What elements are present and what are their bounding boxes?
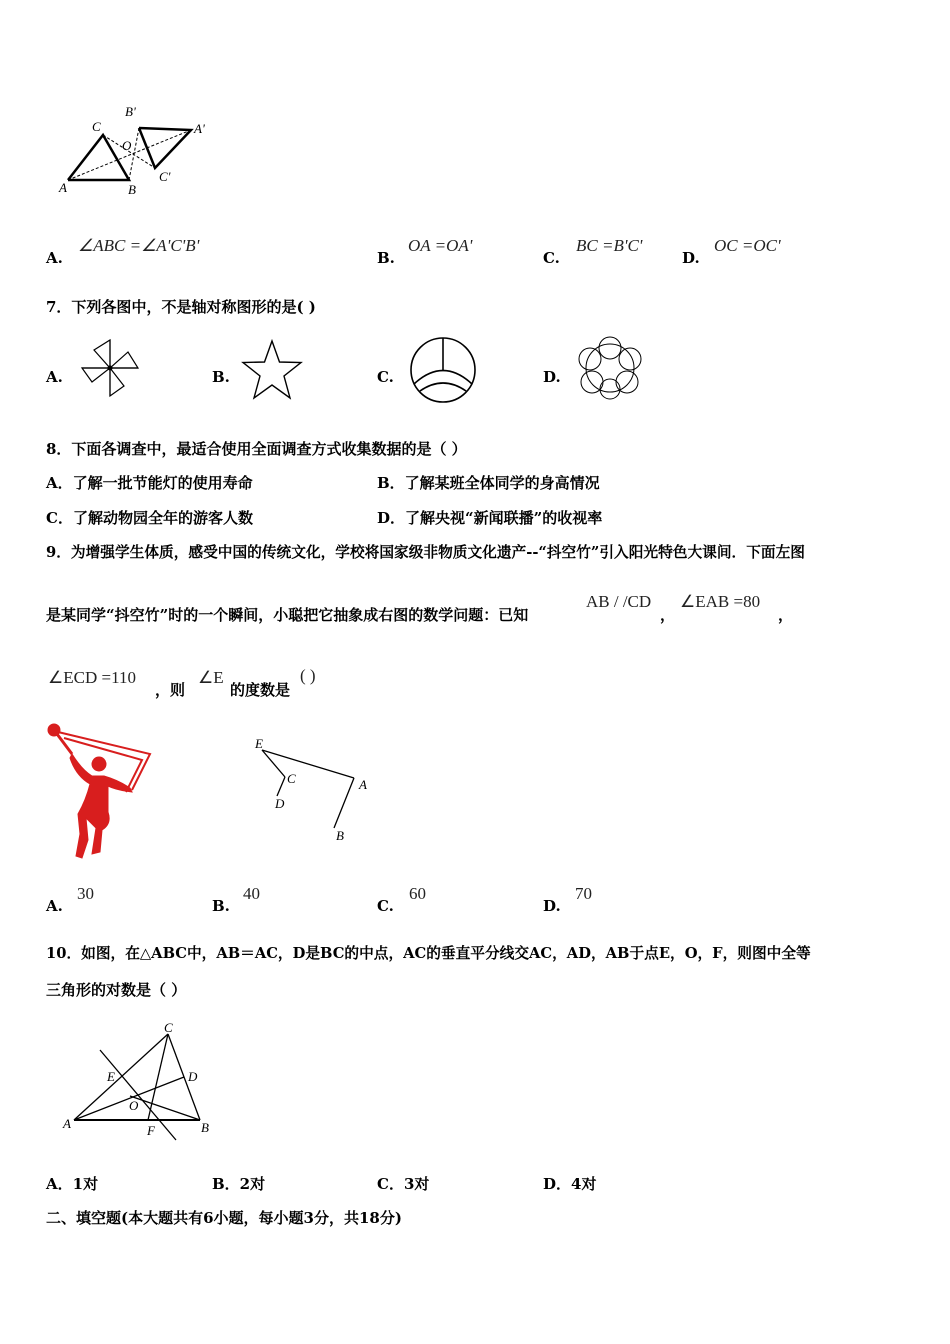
q10-label-o: O — [129, 1098, 139, 1113]
q6-label-a: A — [59, 180, 67, 195]
q9-option-a-letter[interactable]: A. — [46, 897, 63, 915]
q9-option-b-letter[interactable]: B. — [212, 897, 230, 915]
q8-option-c[interactable]: C．了解动物园全年的游客人数 — [46, 509, 253, 527]
q10-figure — [58, 1018, 218, 1143]
q7-option-a[interactable]: A. — [46, 368, 63, 386]
q7-stem: 7．下列各图中，不是轴对称图形的是( ) — [46, 298, 316, 316]
q6-option-c-letter[interactable]: C. — [543, 249, 560, 267]
q10-label-c: C — [164, 1020, 173, 1035]
q9-then: ，则 — [155, 681, 186, 699]
q6-figure — [55, 100, 225, 200]
q9-math-angle-eab: ∠EAB =80 — [680, 592, 761, 611]
q7-option-d[interactable]: D. — [543, 368, 561, 386]
q6-option-a-letter[interactable]: A. — [46, 249, 63, 267]
q9-line1: 9．为增强学生体质，感受中国的传统文化，学校将国家级非物质文化遗产--“抖空竹”引入阳光特色大课间．下面左图 — [46, 544, 805, 561]
q10-label-a: A — [63, 1116, 71, 1131]
q10-option-a[interactable]: A．1对 — [46, 1175, 99, 1193]
q8-option-b[interactable]: B．了解某班全体同学的身高情况 — [377, 474, 600, 492]
q10-option-c[interactable]: C．3对 — [377, 1175, 430, 1193]
q6-label-a1: A' — [194, 121, 205, 136]
q6-label-c2: C' — [159, 169, 171, 184]
q9-math-angle-e: ∠E — [198, 668, 224, 687]
q6-label-c: C — [92, 119, 101, 134]
flower-icon — [573, 333, 647, 403]
q9-label-a: A — [359, 777, 367, 792]
q10-line1: 10．如图，在△ABC中，AB＝AC，D是BC的中点，AC的垂直平分线交AC，AD，AB于点E，O，F，则图中全等 — [46, 945, 811, 962]
q9-label-e: E — [255, 736, 263, 751]
q7-option-c[interactable]: C. — [377, 368, 394, 386]
q6-option-d-letter[interactable]: D. — [682, 249, 700, 267]
q9-option-a-value: 30 — [77, 884, 94, 903]
q10-option-d[interactable]: D．4对 — [543, 1175, 597, 1193]
q9-option-d-letter[interactable]: D. — [543, 897, 561, 915]
q10-label-e: E — [107, 1069, 115, 1084]
q9-option-c-value: 60 — [409, 884, 426, 903]
q9-line2: 是某同学“抖空竹”时的一个瞬间，小聪把它抽象成右图的数学问题：已知 — [46, 606, 529, 624]
diabolo-player-image — [42, 720, 157, 865]
q6-option-b-math: OA =OA' — [408, 236, 473, 255]
q8-option-d[interactable]: D．了解央视“新闻联播”的收视率 — [377, 509, 603, 527]
q7-option-b[interactable]: B. — [212, 368, 230, 386]
star-icon — [239, 338, 305, 402]
pinwheel-icon — [78, 336, 142, 400]
q6-option-c-math: BC =B'C' — [576, 236, 643, 255]
q10-label-b: B — [201, 1120, 209, 1135]
q6-label-b: B — [128, 182, 136, 197]
q6-option-d-math: OC =OC' — [714, 236, 781, 255]
q9-paren: ( ) — [300, 666, 316, 685]
q9-option-c-letter[interactable]: C. — [377, 897, 394, 915]
q10-label-d: D — [188, 1069, 198, 1084]
q6-option-b-letter[interactable]: B. — [377, 249, 395, 267]
circle-three-arcs-icon — [408, 335, 478, 405]
q9-label-c: C — [287, 771, 296, 786]
section-2-heading: 二、填空题(本大题共有6小题，每小题3分，共18分) — [46, 1209, 402, 1227]
q9-comma: ， — [660, 606, 676, 624]
q9-label-b: B — [336, 828, 344, 843]
q9-comma2: ， — [778, 606, 794, 624]
q9-math-ab-parallel-cd: AB / /CD — [586, 592, 652, 611]
q9-option-b-value: 40 — [243, 884, 260, 903]
q9-figure — [250, 732, 380, 847]
q9-ask: 的度数是 — [230, 681, 291, 699]
q10-label-f: F — [147, 1123, 155, 1138]
q9-label-d: D — [275, 796, 285, 811]
q6-label-o: O — [122, 138, 132, 153]
q6-label-b1: B' — [125, 104, 136, 119]
q9-math-angle-ecd: ∠ECD =110 — [48, 668, 136, 687]
q10-option-b[interactable]: B．2对 — [212, 1175, 266, 1193]
q9-option-d-value: 70 — [575, 884, 592, 903]
q6-option-a-math: ∠ABC =∠A'C'B' — [78, 236, 200, 255]
q8-stem: 8．下面各调查中，最适合使用全面调查方式收集数据的是（ ） — [46, 440, 467, 458]
q8-option-a[interactable]: A．了解一批节能灯的使用寿命 — [46, 474, 253, 492]
q10-line2: 三角形的对数是（ ） — [46, 981, 187, 999]
